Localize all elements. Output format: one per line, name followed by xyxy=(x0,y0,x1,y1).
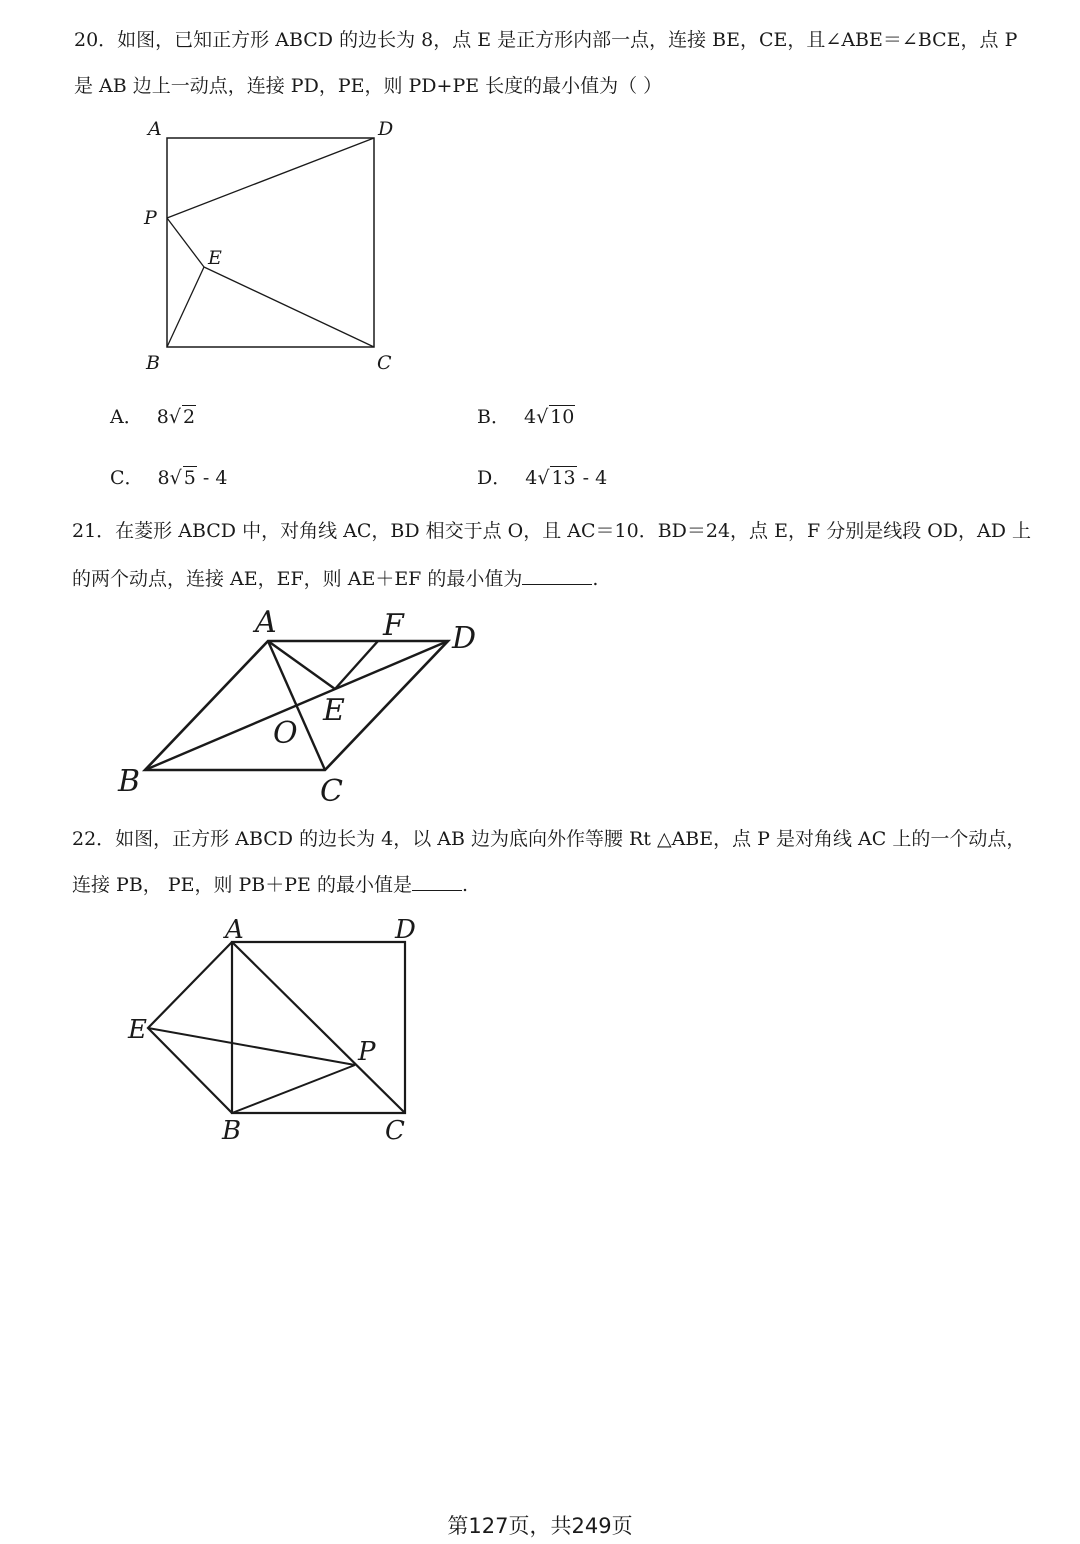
q21-text-line2-end: . xyxy=(592,568,599,590)
q22-figure xyxy=(120,910,440,1160)
q20-label-e: E xyxy=(208,247,222,269)
q20-text-line2: 是 AB 边上一动点，连接 PD，PE，则 PD+PE 长度的最小值为（ ） xyxy=(74,75,663,97)
q21-text-line2 xyxy=(72,566,598,592)
q20-segment-pe xyxy=(167,218,204,267)
q20-option-a-label: A． xyxy=(110,406,143,428)
q20-option-b-radicand: 10 xyxy=(550,406,575,428)
q20-segment-pd xyxy=(167,138,374,218)
q22-text-line1: 22．如图，正方形 ABCD 的边长为 4，以 AB 边为底向外作等腰 Rt △ABE，点 P 是对角线 AC 上的一个动点， xyxy=(72,828,1026,850)
q20-label-p: P xyxy=(144,207,157,229)
q21-label-b: B xyxy=(118,764,141,799)
q20-option-a-coef: 8 xyxy=(156,406,169,428)
q22-text-line2-body: 连接 PB， PE，则 PB＋PE 的最小值是 xyxy=(72,874,412,896)
q22-text-line2 xyxy=(72,872,468,898)
q21-figure xyxy=(100,605,500,809)
q20-text-line1: 20．如图，已知正方形 ABCD 的边长为 8，点 E 是正方形内部一点，连接 BE，CE，且∠ABE＝∠BCE，点 P xyxy=(74,29,1018,51)
q22-answer-blank[interactable] xyxy=(412,890,462,891)
q21-segment-ef xyxy=(335,641,378,689)
q20-label-d: D xyxy=(378,118,394,140)
q22-segment-bp xyxy=(232,1065,355,1113)
q20-option-c-coef: 8 xyxy=(157,467,170,489)
q21-text-line2-body: 的两个动点，连接 AE，EF，则 AE＋EF 的最小值为 xyxy=(72,568,523,590)
q20-option-b[interactable]: B． 4√ 10 xyxy=(477,406,575,428)
q20-option-d-radicand: 13 xyxy=(551,467,576,489)
q22-triangle-abe xyxy=(148,942,232,1113)
q21-label-a: A xyxy=(255,605,277,640)
q21-label-e: E xyxy=(323,693,345,728)
q20-option-d-coef: 4 xyxy=(525,467,538,489)
q20-option-c-tail: - 4 xyxy=(196,467,228,489)
q20-option-b-coef: 4 xyxy=(523,406,537,428)
q22-label-c: C xyxy=(385,1116,405,1146)
q21-label-f: F xyxy=(383,608,404,643)
q22-diagonal-ac xyxy=(232,942,405,1113)
q20-option-c-radicand: 5 xyxy=(183,467,196,489)
q20-option-d[interactable]: D． 4√ 13 - 4 xyxy=(477,467,608,489)
q20-option-d-label: D． xyxy=(477,467,512,489)
q20-option-c[interactable]: C． 8√ 5 - 4 xyxy=(110,467,228,489)
q20-label-c: C xyxy=(377,352,392,374)
q22-label-a: A xyxy=(225,915,244,945)
q22-label-b: B xyxy=(222,1116,242,1146)
q20-option-b-label: B． xyxy=(477,406,510,428)
q21-label-c: C xyxy=(320,774,343,809)
q20-segment-be xyxy=(167,267,204,347)
q20-option-c-label: C． xyxy=(110,467,144,489)
q20-option-d-tail: - 4 xyxy=(576,467,608,489)
q22-label-p: P xyxy=(358,1037,376,1067)
q22-label-e: E xyxy=(128,1015,147,1045)
page-footer: 第127页，共249页 xyxy=(447,1514,633,1538)
q20-square xyxy=(167,138,374,347)
q20-label-b: B xyxy=(146,352,160,374)
q20-label-a: A xyxy=(148,118,162,140)
q22-text-line2-end: . xyxy=(461,874,469,896)
q21-label-d: D xyxy=(452,621,477,656)
q21-label-o: O xyxy=(273,716,298,751)
q20-segment-ce xyxy=(204,267,374,347)
q20-option-a-radicand: 2 xyxy=(182,406,196,428)
q21-answer-blank[interactable] xyxy=(522,584,592,585)
q20-option-a[interactable]: A． 8√ 2 xyxy=(110,406,196,428)
q20-figure xyxy=(130,110,410,380)
q22-label-d: D xyxy=(395,915,416,945)
q21-text-line1: 21．在菱形 ABCD 中，对角线 AC，BD 相交于点 O，且 AC＝10．BD＝24，点 E，F 分别是线段 OD，AD 上 xyxy=(72,520,1032,542)
